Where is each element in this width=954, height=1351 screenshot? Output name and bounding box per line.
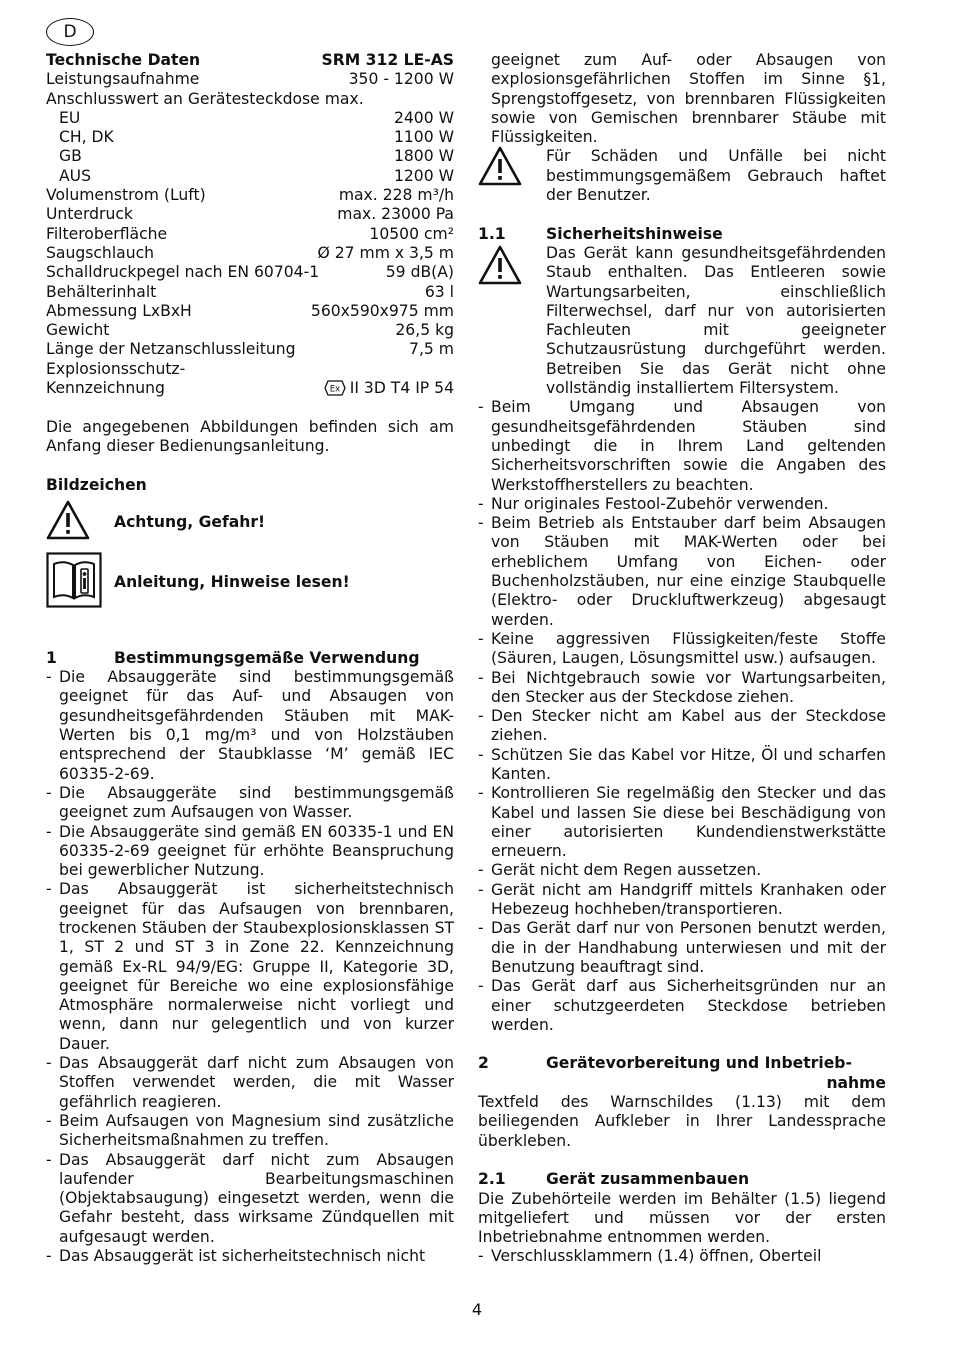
liability-warning [478, 147, 886, 205]
section-2-number: 2 [478, 1054, 489, 1073]
tech-data-value: max. 23000 Pa [337, 205, 454, 224]
tech-data-key: GB [59, 147, 82, 166]
tech-data-key: Behälterinhalt [46, 282, 157, 301]
list-item: - Schützen Sie das Kabel vor Hitze, Öl und scharfen Kanten. [478, 746, 886, 785]
tech-data-key: AUS [59, 166, 91, 185]
liability-text: Für Schäden und Unfälle bei nicht bestimmungsgemäßem Gebrauch haftet der Benutzer. [546, 147, 886, 205]
ex-symbol-icon [324, 380, 346, 396]
section-1-heading [46, 649, 454, 668]
kennzeichnung-label: Kennzeichnung [46, 379, 165, 398]
tech-data-row [46, 360, 454, 379]
ex-symbol-text: Ex [329, 384, 340, 395]
warning-triangle-icon [46, 500, 90, 540]
tech-data-value: 7,5 m [409, 340, 454, 359]
tech-data-key: Gewicht [46, 321, 110, 340]
kennzeichnung-value [324, 379, 454, 398]
tech-data-row [46, 321, 454, 340]
tech-data-row [46, 205, 454, 224]
list-item: - Gerät nicht am Handgriff mittels Kranhaken oder Hebezeug hochheben/transportieren. [478, 881, 886, 920]
abbildungen-note: Die angegebenen Abbildungen befinden sich am Anfang dieser Bedienungsanleitung. [46, 417, 454, 455]
tech-data-value: Ø 27 mm x 3,5 m [317, 243, 454, 262]
tech-data-row [46, 167, 454, 186]
section-2-title-line-1: Gerätevorbereitung und Inbetrieb- [546, 1054, 852, 1073]
section-1-1-number: 1.1 [478, 224, 506, 243]
warning-triangle-icon [478, 146, 522, 186]
list-item: - Keine aggressiven Flüssigkeiten/feste Stoffe (Säuren, Laugen, Lösungsmittel usw.) aufsaugen. [478, 630, 886, 669]
tech-data-row [46, 244, 454, 263]
right-column [478, 51, 886, 1267]
tech-data-row [46, 225, 454, 244]
list-item: - Nur originales Festool-Zubehör verwenden. [478, 495, 886, 514]
section-1-list-continued [478, 51, 886, 147]
tech-data-row [46, 302, 454, 321]
tech-data-table [46, 70, 454, 379]
list-item: - Bei Nichtgebrauch sowie vor Wartungsarbeiten, den Stecker aus der Steckdose ziehen. [478, 669, 886, 708]
list-item: - Verschlussklammern (1.4) öffnen, Oberteil [478, 1247, 886, 1266]
tech-data-value: 63 l [424, 282, 454, 301]
tech-data-key: Länge der Netzanschlussleitung [46, 340, 296, 359]
tech-data-row-kennzeichnung [46, 379, 454, 398]
tech-data-key: Abmessung LxBxH [46, 301, 192, 320]
section-2-1-title: Gerät zusammenbauen [546, 1170, 750, 1189]
list-item: - Das Absauggerät darf nicht zum Absaugen laufender Bearbeitungsmaschinen (Objektabsaugung) eingesetzt werden, wenn die Gefahr besteht, dass wirksame Zündquellen mit aufgesaugt werden. [46, 1151, 454, 1247]
list-item: - Das Gerät darf nur von Personen benutzt werden, die in der Handhabung unterwiesen und mit der Benutzung beauftragt sind. [478, 919, 886, 977]
safety-warning-text: Das Gerät kann gesundheitsgefährdenden Staub enthalten. Das Entleeren sowie Wartungsarbeiten, einschließlich Filterwechsel, darf nur von autorisierten Fachleuten mit geeigneter Schutzausrüstung durchgeführt werden. Betreiben Sie das Gerät nicht ohne vollständig installiertem Filtersystem. [546, 243, 886, 398]
tech-data-key: CH, DK [59, 128, 114, 147]
tech-data-key: Filteroberfläche [46, 224, 168, 243]
tech-data-row [46, 128, 454, 147]
list-item-continuation: geeignet zum Auf- oder Absaugen von explosionsgefährlichen Stoffen im Sinne §1, Sprengstoffgesetz, von brennbaren Flüssigkeiten sowie von Gemischen brennbarer Stäube mit Flüssigkeiten. [491, 51, 886, 147]
section-2-text: Textfeld des Warnschildes (1.13) mit dem beiliegenden Aufkleber in Ihrer Landessprache überkleben. [478, 1093, 886, 1150]
section-2-1-number: 2.1 [478, 1170, 506, 1189]
list-item: - Die Absauggeräte sind bestimmungsgemäß geeignet zum Aufsaugen von Wasser. [46, 784, 454, 823]
tech-data-value: 26,5 kg [395, 321, 454, 340]
section-1-1-title: Sicherheitshinweise [546, 224, 723, 243]
tech-data-row [46, 70, 454, 89]
list-item: - Den Stecker nicht am Kabel aus der Steckdose ziehen. [478, 707, 886, 746]
tech-data-row [46, 340, 454, 359]
bildzeichen-title: Bildzeichen [46, 475, 147, 494]
section-2-1-heading [478, 1170, 886, 1189]
list-item: - Die Absauggeräte sind bestimmungsgemäß geeignet für das Auf- und Absaugen von gesundheitsgefährdenden Stäuben mit MAK-Werten bis 0,1 mg/m³ und von Holzstäuben entsprechend der Staubklasse ‘M’ gemäß IEC 60335-2-69. [46, 668, 454, 784]
section-2-heading [478, 1054, 886, 1093]
list-item: - Das Absauggerät darf nicht zum Absaugen von Stoffen verwendet werden, die mit Wasser gefährlich reagieren. [46, 1054, 454, 1112]
page-number: 4 [471, 1300, 483, 1319]
symbol-row-warning [46, 501, 454, 545]
section-1-number: 1 [46, 648, 57, 667]
section-2-1-list [478, 1247, 886, 1266]
tech-data-key: Leistungsaufnahme [46, 70, 200, 89]
tech-data-key: Explosionsschutz- [46, 359, 186, 378]
symbol-row-manual [46, 555, 454, 611]
warning-label: Achtung, Gefahr! [114, 513, 266, 532]
tech-data-value: 1100 W [393, 128, 454, 147]
tech-data-row [46, 263, 454, 282]
section-1-1-heading [478, 225, 886, 244]
list-item: - Beim Umgang und Absaugen von gesundheitsgefährdenden Stäuben sind unbedingt die in Ihrem Land geltenden Sicherheitsvorschriften sowie die Angaben des Werkstoffherstellers zu beachten. [478, 398, 886, 494]
tech-data-key: Saugschlauch [46, 243, 155, 262]
tech-data-row [46, 186, 454, 205]
manual-label: Anleitung, Hinweise lesen! [114, 573, 350, 592]
list-item: - Gerät nicht dem Regen aussetzen. [478, 861, 886, 880]
tech-data-model: SRM 312 LE-AS [321, 51, 454, 69]
tech-data-row [46, 147, 454, 166]
tech-data-value: 1800 W [393, 147, 454, 166]
list-item: - Beim Aufsaugen von Magnesium sind zusätzliche Sicherheitsmaßnahmen zu treffen. [46, 1112, 454, 1151]
read-manual-icon [46, 552, 102, 608]
section-1-1-list [478, 398, 886, 1035]
tech-data-key: Unterdruck [46, 205, 133, 224]
tech-data-key: EU [59, 108, 81, 127]
tech-data-row [46, 283, 454, 302]
tech-data-title: Technische Daten [46, 51, 201, 69]
kennzeichnung-text: II 3D T4 IP 54 [349, 379, 454, 398]
tech-data-value: 560x590x975 mm [310, 301, 454, 320]
tech-data-key: Schalldruckpegel nach EN 60704-1 [46, 263, 320, 282]
list-item: - Das Absauggerät ist sicherheitstechnisch geeignet für das Aufsaugen von brennbaren, trockenen Stäuben der Staubexplosionsklassen ST 1, ST 2 und ST 3 in Zone 22. Kennzeichnung gemäß Ex-RL 94/9/EG: Gruppe II, Kategorie 3D, geeignet für Bereiche wo eine explosionsfähige Atmosphäre normalerweise nicht vorliegt und wenn, dann nur gelegentlich und von kurzer Dauer. [46, 880, 454, 1054]
language-badge: D [46, 18, 94, 46]
tech-data-key: Anschlusswert an Gerätesteckdose max. [46, 89, 364, 108]
section-1-title: Bestimmungsgemäße Verwendung [114, 648, 420, 667]
safety-warning [478, 244, 886, 398]
list-item: - Beim Betrieb als Entstauber darf beim Absaugen von Stäuben mit MAK-Werten oder bei erheblichem Umfang von Eichen- oder Buchenholzstäuben, nur eine einzige Staubquelle (Elektro- oder Druckluftwerkzeug) abgesaugt werden. [478, 514, 886, 630]
list-item: - Das Gerät darf aus Sicherheitsgründen nur an einer schutzgeerdeten Steckdose betrieben werden. [478, 977, 886, 1035]
tech-data-value: max. 228 m³/h [338, 186, 454, 205]
tech-data-key: Volumenstrom (Luft) [46, 186, 206, 205]
warning-triangle-icon [478, 245, 522, 285]
list-item: - Die Absauggeräte sind gemäß EN 60335-1 und EN 60335-2-69 geeignet für erhöhte Beanspruchung bei gewerblicher Nutzung. [46, 823, 454, 881]
tech-data-value: 350 - 1200 W [348, 70, 454, 89]
tech-data-value: 10500 cm² [369, 224, 454, 243]
list-item: - Das Absauggerät ist sicherheitstechnisch nicht [46, 1247, 454, 1266]
left-column [46, 51, 454, 1266]
section-1-list [46, 668, 454, 1266]
tech-data-value: 2400 W [393, 108, 454, 127]
tech-data-row [46, 109, 454, 128]
section-2-1-text: Die Zubehörteile werden im Behälter (1.5) liegend mitgeliefert und müssen vor der ersten Inbetriebnahme entnommen werden. [478, 1189, 886, 1247]
tech-data-value: 1200 W [393, 166, 454, 185]
list-item: - Kontrollieren Sie regelmäßig den Stecker und das Kabel und lassen Sie diese bei Beschädigung von einer autorisierten Kundendienstwerkstätte erneuern. [478, 784, 886, 861]
section-2-title-line-2: nahme [826, 1073, 886, 1092]
tech-data-value: 59 dB(A) [385, 263, 454, 282]
tech-data-heading [46, 51, 454, 70]
tech-data-row [46, 90, 454, 109]
